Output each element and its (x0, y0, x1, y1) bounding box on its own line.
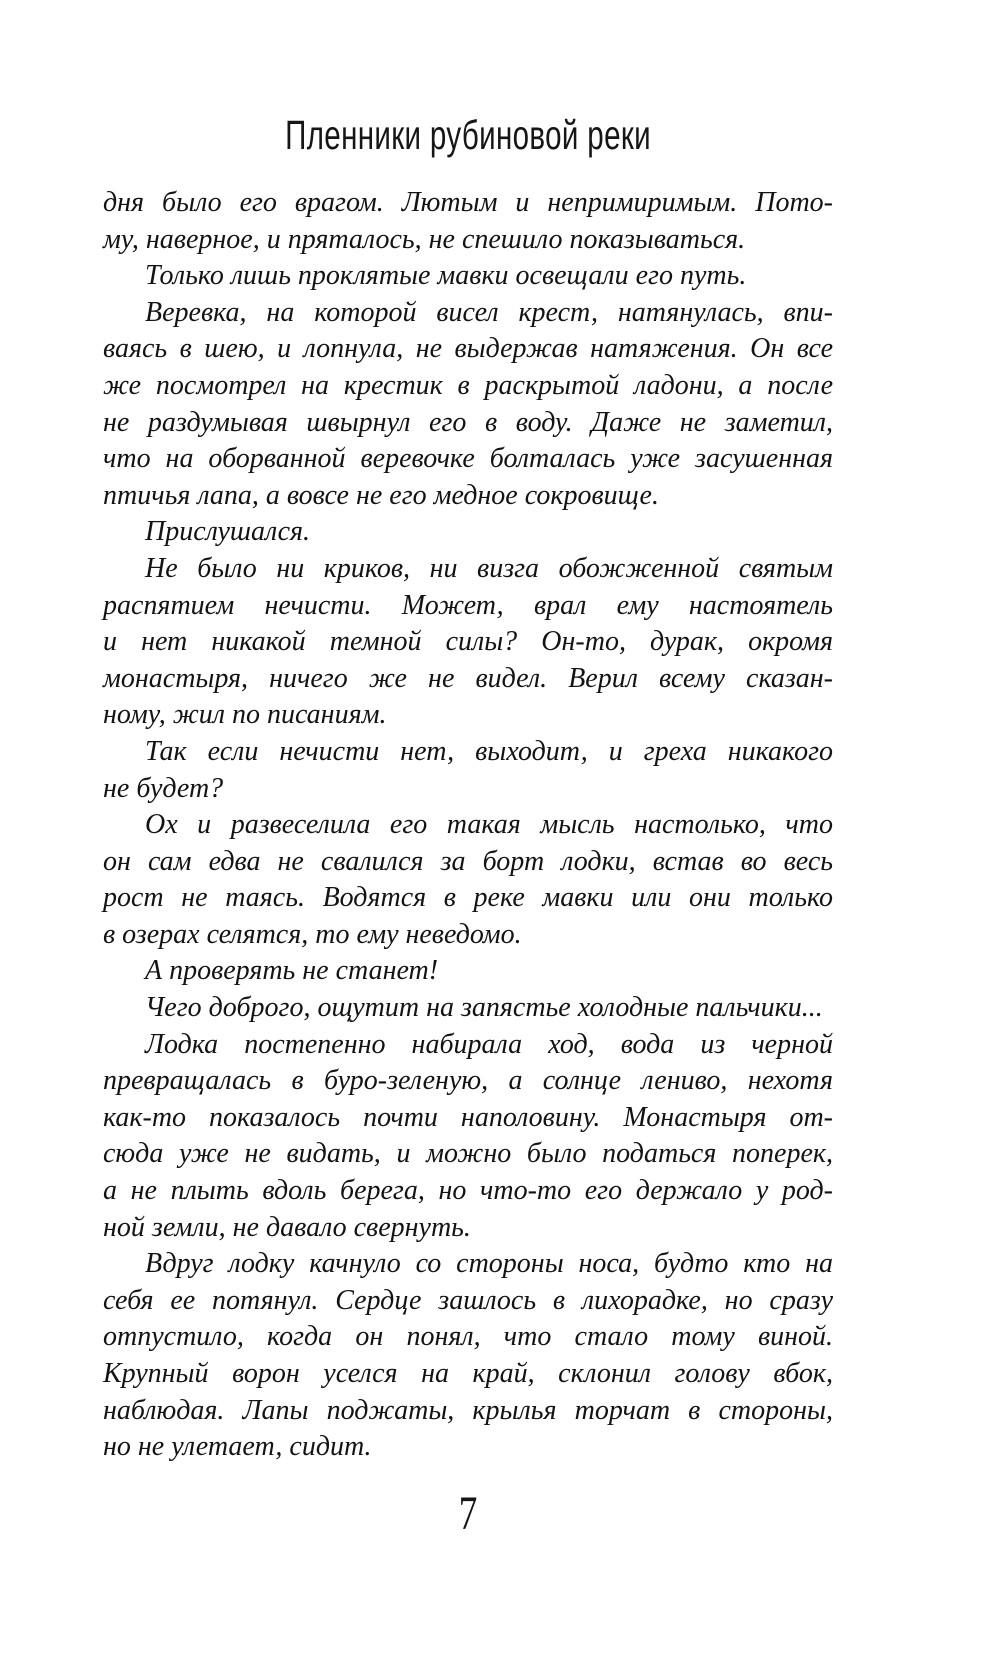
text-line: не будет? (103, 772, 224, 804)
text-line: он сам едва не свалился за борт лодки, встав во весь (103, 845, 833, 877)
page-number-text: 7 (458, 1487, 478, 1540)
text-line: ной земли, не давало свернуть. (103, 1211, 471, 1243)
text-line: Чего доброго, ощутит на запястье холодные пальчики... (145, 992, 823, 1024)
text-line: А проверять не станет! (145, 955, 439, 987)
text-line: рост не таясь. Водятся в реке мавки или они только (103, 882, 833, 914)
text-line: Не было ни криков, ни визга обожженной святым (145, 552, 833, 584)
running-title-text: Пленники рубиновой реки (285, 112, 651, 158)
text-line: Веревка, на которой висел крест, натянулась, впи- (145, 296, 833, 328)
text-line: Прислушался. (145, 516, 311, 548)
text-line: монастыря, ничего же не видел. Верил всему сказан- (103, 662, 833, 694)
text-line: себя ее потянул. Сердце зашлось в лихорадке, но сразу (103, 1284, 833, 1316)
text-line: Крупный ворон уселся на край, склонил голову вбок, (103, 1358, 833, 1389)
text-line: но не улетает, сидит. (103, 1431, 372, 1463)
text-line: му, наверное, и пряталось, не спешило показываться. (103, 223, 746, 255)
text-line: ному, жил по писаниям. (103, 699, 387, 731)
text-line: как-то показалось почти наполовину. Монастыря от- (103, 1101, 833, 1133)
text-line: Вдруг лодку качнуло со стороны носа, будто кто на (145, 1248, 833, 1280)
text-line: Так если нечисти нет, выходит, и греха никакого (145, 735, 833, 767)
text-line: отпустило, когда он понял, что стало тому виной. (103, 1321, 833, 1353)
text-line: Только лишь проклятые мавки освещали его путь. (145, 260, 747, 292)
text-line: не раздумывая швырнул его в воду. Даже не заметил, (103, 406, 833, 438)
text-line: превращалась в буро-зеленую, а солнце лениво, нехотя (103, 1065, 833, 1097)
text-line: Лодка постепенно набирала ход, вода из черной (145, 1028, 833, 1060)
text-line: же посмотрел на крестик в раскрытой ладони, а после (103, 369, 833, 401)
text-line: что на оборванной веревочке болталась уже засушенная (103, 443, 833, 475)
text-line: дня было его врагом. Лютым и непримиримым. Пото- (103, 187, 833, 218)
text-line: птичья лапа, а вовсе не его медное сокровище. (103, 479, 659, 511)
text-line: распятием нечисти. Может, врал ему настоятель (103, 589, 833, 621)
body-text (103, 185, 833, 1466)
text-line: сюда уже не видать, и можно было податься поперек, (103, 1138, 833, 1170)
text-line: и нет никакой темной силы? Он-то, дурак, окромя (103, 626, 833, 658)
text-line: а не плыть вдоль берега, но что-то его держало у род- (103, 1175, 833, 1207)
page-number (103, 1486, 833, 1541)
text-line: в озерах селятся, то ему неведомо. (103, 918, 522, 950)
text-line: наблюдая. Лапы поджаты, крылья торчат в стороны, (103, 1394, 833, 1426)
text-line: Ох и развеселила его такая мысль настолько, что (145, 809, 833, 841)
running-title (103, 112, 833, 159)
text-line: ваясь в шею, и лопнула, не выдержав натяжения. Он все (103, 333, 833, 365)
